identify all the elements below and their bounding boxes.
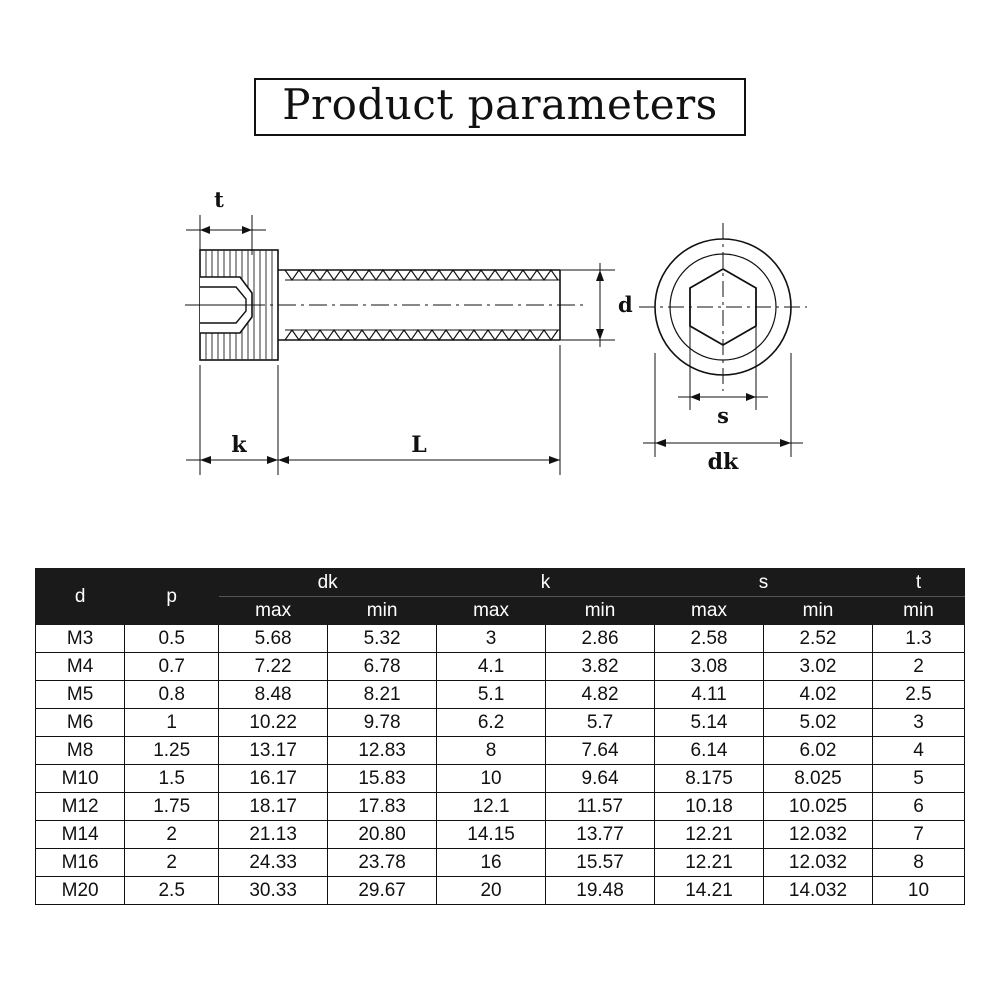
dimension-t <box>186 215 266 255</box>
subheader-dk-min: min <box>328 597 437 625</box>
cell-t-min: 2 <box>872 653 964 681</box>
table-row <box>36 653 965 681</box>
cell-t-min: 10 <box>872 877 964 905</box>
cell-k-max: 20 <box>437 877 546 905</box>
table-row <box>36 821 965 849</box>
cell-s-max: 6.14 <box>655 737 764 765</box>
cell-dk-min: 15.83 <box>328 765 437 793</box>
cell-t-min: 3 <box>872 709 964 737</box>
cell-k-min: 3.82 <box>546 653 655 681</box>
cell-p: 2 <box>125 821 219 849</box>
page-title: Product parameters <box>282 80 718 129</box>
cell-s-min: 5.02 <box>763 709 872 737</box>
cell-dk-max: 18.17 <box>219 793 328 821</box>
cell-dk-min: 8.21 <box>328 681 437 709</box>
cell-d: M10 <box>36 765 125 793</box>
cell-dk-min: 5.32 <box>328 625 437 653</box>
cell-k-min: 2.86 <box>546 625 655 653</box>
cell-d: M12 <box>36 793 125 821</box>
cell-s-max: 4.11 <box>655 681 764 709</box>
cell-dk-min: 9.78 <box>328 709 437 737</box>
cell-k-min: 15.57 <box>546 849 655 877</box>
cell-s-max: 5.14 <box>655 709 764 737</box>
cell-dk-max: 8.48 <box>219 681 328 709</box>
subheader-k-max: max <box>437 597 546 625</box>
cell-s-min: 6.02 <box>763 737 872 765</box>
table-row <box>36 877 965 905</box>
cell-k-max: 8 <box>437 737 546 765</box>
cell-k-min: 9.64 <box>546 765 655 793</box>
cell-t-min: 4 <box>872 737 964 765</box>
title-container <box>0 78 1000 136</box>
cell-k-min: 19.48 <box>546 877 655 905</box>
cell-dk-min: 12.83 <box>328 737 437 765</box>
cell-k-max: 14.15 <box>437 821 546 849</box>
cell-p: 1.75 <box>125 793 219 821</box>
cell-k-max: 12.1 <box>437 793 546 821</box>
cell-dk-max: 21.13 <box>219 821 328 849</box>
cell-s-min: 14.032 <box>763 877 872 905</box>
cell-k-max: 4.1 <box>437 653 546 681</box>
cell-k-min: 5.7 <box>546 709 655 737</box>
header-k: k <box>437 569 655 597</box>
cell-s-min: 8.025 <box>763 765 872 793</box>
cell-s-max: 14.21 <box>655 877 764 905</box>
cell-s-max: 12.21 <box>655 821 764 849</box>
label-dk: dk <box>707 449 739 475</box>
cell-t-min: 2.5 <box>872 681 964 709</box>
cell-p: 0.5 <box>125 625 219 653</box>
cell-k-min: 4.82 <box>546 681 655 709</box>
cell-dk-max: 13.17 <box>219 737 328 765</box>
cell-dk-min: 20.80 <box>328 821 437 849</box>
cell-dk-min: 23.78 <box>328 849 437 877</box>
cell-dk-max: 5.68 <box>219 625 328 653</box>
cell-dk-max: 16.17 <box>219 765 328 793</box>
header-p: p <box>125 569 219 625</box>
cell-d: M6 <box>36 709 125 737</box>
label-s: s <box>717 403 729 428</box>
cell-s-max: 10.18 <box>655 793 764 821</box>
table-row <box>36 765 965 793</box>
cell-p: 1.5 <box>125 765 219 793</box>
screw-dimension-diagram <box>0 175 1000 545</box>
cell-k-min: 7.64 <box>546 737 655 765</box>
cell-s-max: 8.175 <box>655 765 764 793</box>
label-t: t <box>214 187 224 212</box>
cell-k-max: 10 <box>437 765 546 793</box>
cell-dk-max: 7.22 <box>219 653 328 681</box>
cell-d: M20 <box>36 877 125 905</box>
cell-k-min: 11.57 <box>546 793 655 821</box>
subheader-k-min: min <box>546 597 655 625</box>
header-s: s <box>655 569 873 597</box>
cell-dk-min: 29.67 <box>328 877 437 905</box>
cell-s-min: 12.032 <box>763 821 872 849</box>
cell-p: 1.25 <box>125 737 219 765</box>
cell-k-max: 6.2 <box>437 709 546 737</box>
cell-s-max: 12.21 <box>655 849 764 877</box>
table-row <box>36 737 965 765</box>
cell-s-min: 3.02 <box>763 653 872 681</box>
table-head <box>36 569 965 625</box>
cell-s-max: 2.58 <box>655 625 764 653</box>
cell-dk-max: 30.33 <box>219 877 328 905</box>
table-row <box>36 709 965 737</box>
header-d: d <box>36 569 125 625</box>
label-k: k <box>231 432 247 458</box>
subheader-s-max: max <box>655 597 764 625</box>
cell-p: 2.5 <box>125 877 219 905</box>
dimension-k <box>186 365 292 475</box>
cell-s-min: 2.52 <box>763 625 872 653</box>
cell-d: M4 <box>36 653 125 681</box>
table-row <box>36 625 965 653</box>
header-t: t <box>872 569 964 597</box>
cell-d: M5 <box>36 681 125 709</box>
cell-dk-max: 24.33 <box>219 849 328 877</box>
subheader-t-min: min <box>872 597 964 625</box>
cell-s-min: 10.025 <box>763 793 872 821</box>
cell-k-max: 5.1 <box>437 681 546 709</box>
table-row <box>36 793 965 821</box>
cell-t-min: 5 <box>872 765 964 793</box>
cell-p: 2 <box>125 849 219 877</box>
cell-p: 0.8 <box>125 681 219 709</box>
cell-dk-min: 17.83 <box>328 793 437 821</box>
cell-d: M16 <box>36 849 125 877</box>
header-dk: dk <box>219 569 437 597</box>
table-body <box>36 625 965 905</box>
subheader-s-min: min <box>763 597 872 625</box>
cell-p: 0.7 <box>125 653 219 681</box>
table-row <box>36 849 965 877</box>
subheader-dk-max: max <box>219 597 328 625</box>
title-box <box>254 78 745 136</box>
cell-dk-min: 6.78 <box>328 653 437 681</box>
cell-k-max: 3 <box>437 625 546 653</box>
cell-t-min: 8 <box>872 849 964 877</box>
cell-dk-max: 10.22 <box>219 709 328 737</box>
cell-t-min: 6 <box>872 793 964 821</box>
specification-table-container <box>35 568 965 905</box>
cell-k-max: 16 <box>437 849 546 877</box>
cell-p: 1 <box>125 709 219 737</box>
cell-d: M8 <box>36 737 125 765</box>
cell-s-min: 12.032 <box>763 849 872 877</box>
cell-k-min: 13.77 <box>546 821 655 849</box>
cell-s-min: 4.02 <box>763 681 872 709</box>
label-d: d <box>618 292 633 317</box>
cell-d: M14 <box>36 821 125 849</box>
specification-table <box>35 568 965 905</box>
cell-t-min: 1.3 <box>872 625 964 653</box>
table-header-group-row <box>36 569 965 597</box>
table-row <box>36 681 965 709</box>
cell-s-max: 3.08 <box>655 653 764 681</box>
label-L: L <box>411 432 427 458</box>
cell-t-min: 7 <box>872 821 964 849</box>
cell-d: M3 <box>36 625 125 653</box>
